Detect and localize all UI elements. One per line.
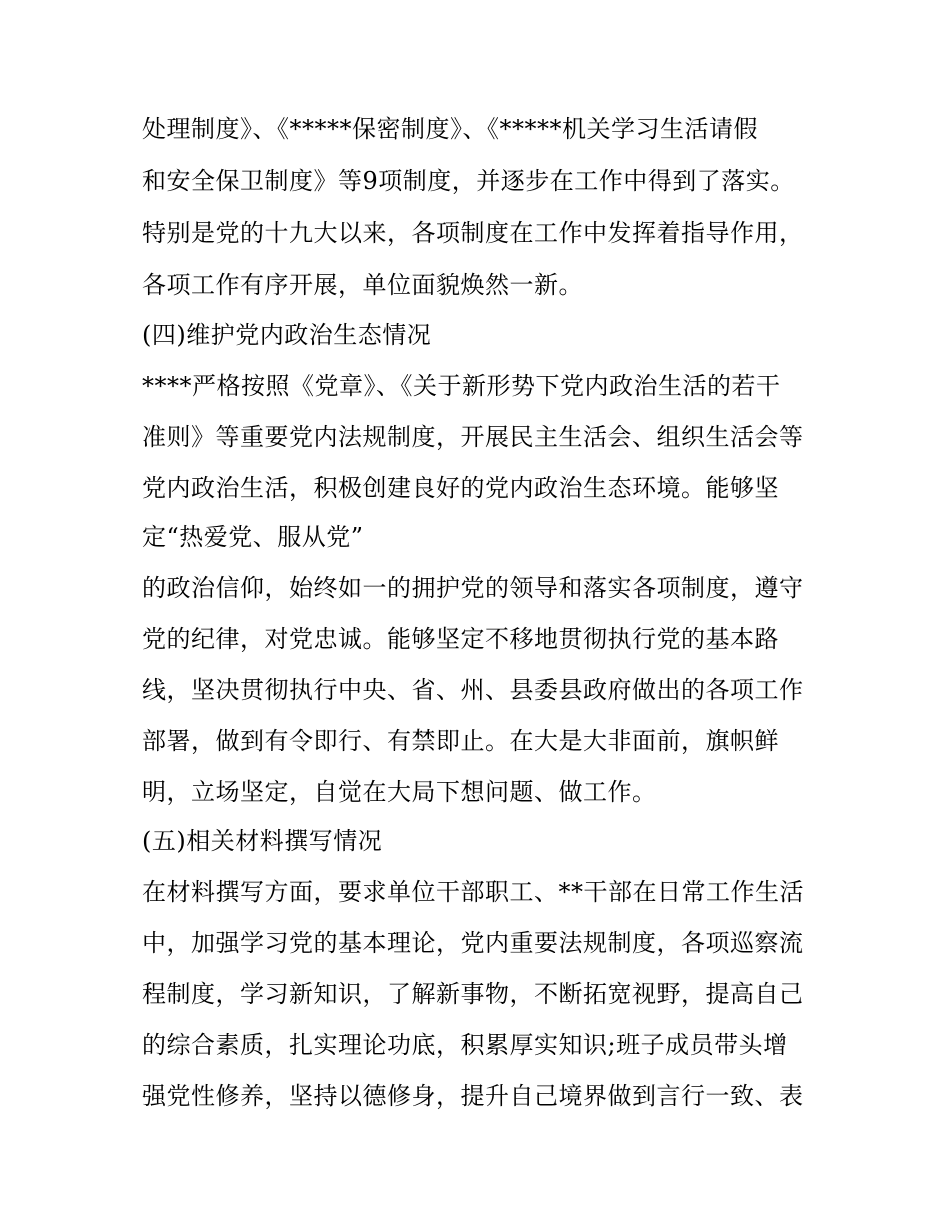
text-line: 准则》等重要党内法规制度，开展民主生活会、组织生活会等 [142,423,804,451]
text-line: 的综合素质，扎实理论功底，积累厚实知识;班子成员带头增 [142,1031,788,1059]
section-heading: (四)维护党内政治生态情况 [142,321,432,349]
text-line: 部署，做到有令即行、有禁即止。在大是大非面前，旗帜鲜 [142,727,779,755]
text-line: 强党性修养，坚持以德修身，提升自己境界做到言行一致、表 [142,1082,804,1110]
text-line: 和安全保卫制度》等9项制度，并逐步在工作中得到了落实。 [142,167,795,195]
text-line: 处理制度》、《*****保密制度》、《*****机关学习生活请假 [142,115,758,143]
text-line: 程制度，学习新知识，了解新事物，不断拓宽视野，提高自己 [142,980,804,1008]
text-line: 党内政治生活，积极创建良好的党内政治生态环境。能够坚 [142,474,779,502]
text-line: ****严格按照《党章》、《关于新形势下党内政治生活的若干 [142,372,781,400]
section-heading: (五)相关材料撰写情况 [142,827,383,855]
text-line: 在材料撰写方面，要求单位干部职工、**干部在日常工作生活 [142,878,804,906]
text-line: 的政治信仰，始终如一的拥护党的领导和落实各项制度，遵守 [142,574,804,602]
text-line: 线，坚决贯彻执行中央、省、州、县委县政府做出的各项工作 [142,676,804,704]
text-line: 定“热爱党、服从党” [142,523,364,551]
text-line: 各项工作有序开展，单位面貌焕然一新。 [142,271,583,299]
text-line: 中，加强学习党的基本理论，党内重要法规制度，各项巡察流 [142,929,804,957]
text-line: 明，立场坚定，自觉在大局下想问题、做工作。 [142,778,657,806]
text-line: 特别是党的十九大以来，各项制度在工作中发挥着指导作用， [142,219,804,247]
text-line: 党的纪律，对党忠诚。能够坚定不移地贯彻执行党的基本路 [142,625,779,653]
